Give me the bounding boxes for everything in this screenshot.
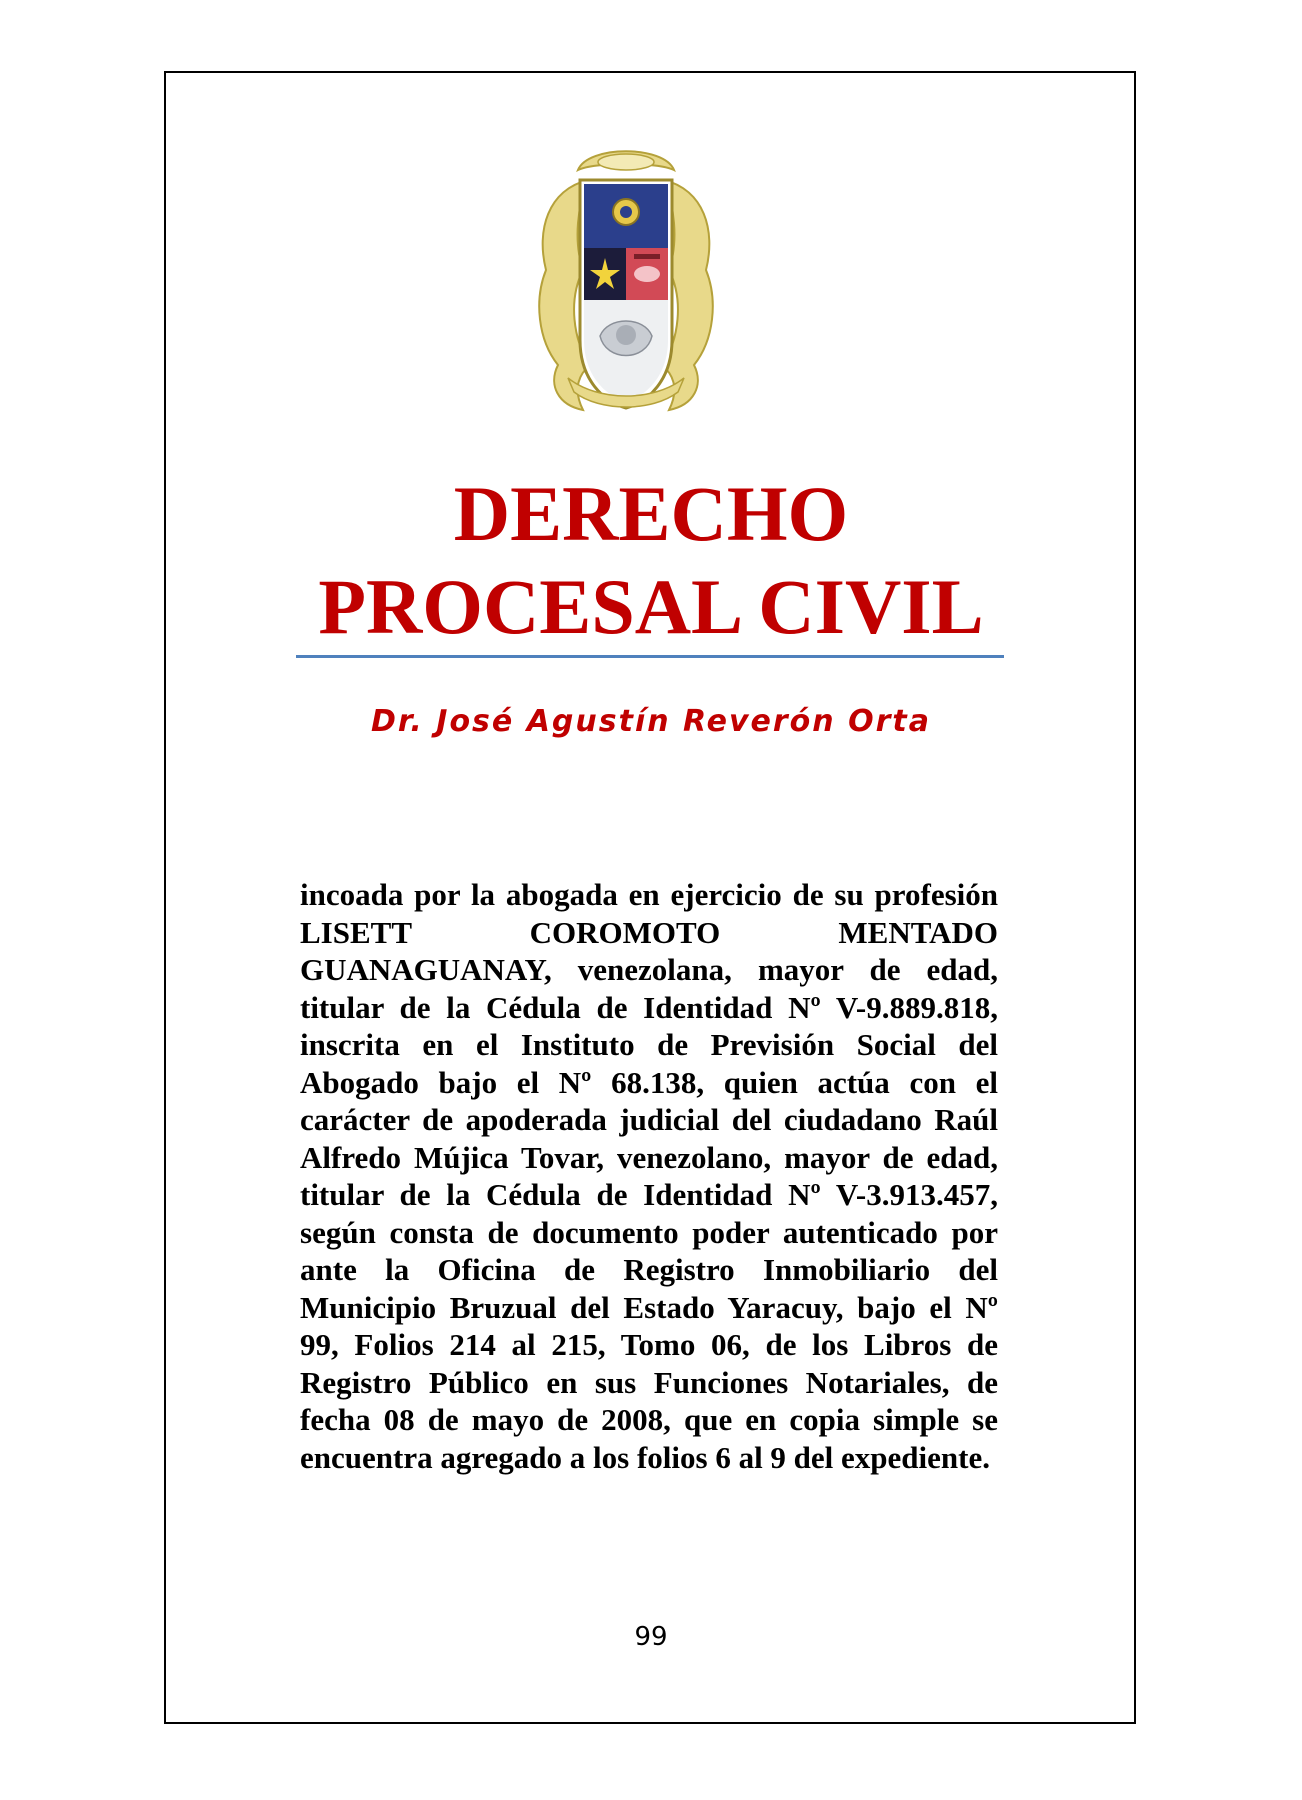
coat-of-arms-icon — [528, 140, 724, 420]
document-title-line-2: PROCESAL CIVIL — [318, 563, 984, 650]
document-title-line-1: DERECHO — [453, 470, 849, 557]
title-divider — [296, 655, 1004, 658]
body-paragraph: incoada por la abogada en ejercicio de su profesión LISETT COROMOTO MENTADO GUANAGUANAY, venezolana, mayor de edad, titular de la Cédula de Identidad Nº V-9.889.818, inscrita en el Instituto de Previsión Social del Abogado bajo el Nº 68.138, quien actúa con el carácter de apoderada judicial del ciudadano Raúl Alfredo Mújica Tovar, venezolano, mayor de edad, titular de la Cédula de Identidad Nº V-3.913.457, según consta de documento poder autenticado por ante la Oficina de Registro Inmobiliario del Municipio Bruzual del Estado Yaracuy, bajo el Nº 99, Folios 214 al 215, Tomo 06, de los Libros de Registro Público en sus Funciones Notariales, de fecha 08 de mayo de 2008, que en copia simple se encuentra agregado a los folios 6 al 9 del expediente. — [300, 877, 998, 1475]
author-name: Dr. José Agustín Reverón Orta — [371, 704, 931, 739]
page-number: 99 — [634, 1622, 668, 1652]
